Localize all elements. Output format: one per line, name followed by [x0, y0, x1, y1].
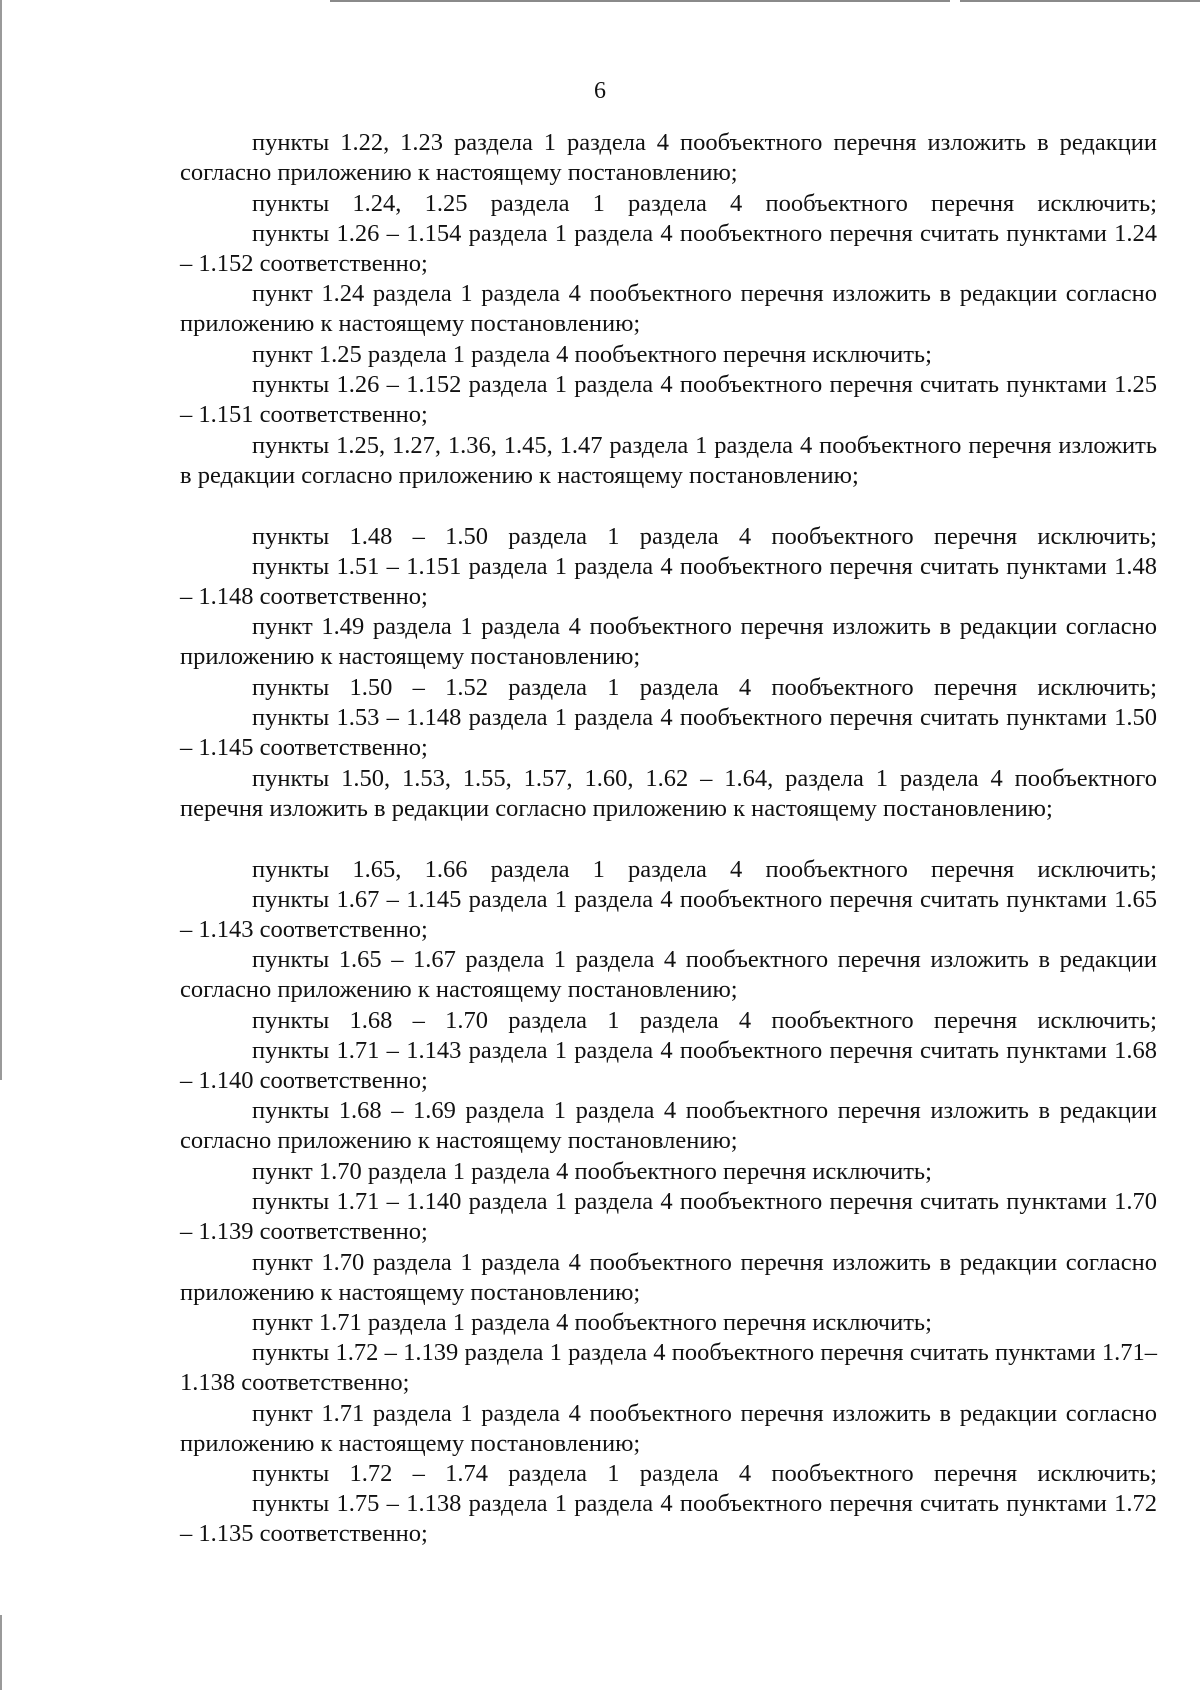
- scan-edge-line: [330, 0, 950, 2]
- paragraph: пункты 1.48 – 1.50 раздела 1 раздела 4 пообъектного перечня исключить;: [252, 523, 1157, 550]
- paragraph: пункт 1.71 раздела 1 раздела 4 пообъектного перечня исключить;: [252, 1309, 932, 1336]
- paragraph: пункты 1.71 – 1.140 раздела 1 раздела 4 пообъектного перечня считать пунктами 1.70 – 1.139 соответственно;: [180, 1188, 1157, 1246]
- paragraph: пункт 1.70 раздела 1 раздела 4 пообъектного перечня изложить в редакции согласно приложению к настоящему постановлению;: [180, 1249, 1157, 1307]
- scan-edge-line: [0, 0, 2, 1080]
- paragraph: пункты 1.68 – 1.69 раздела 1 раздела 4 пообъектного перечня изложить в редакции согласно приложению к настоящему постановлению;: [180, 1097, 1157, 1155]
- scan-edge-line: [0, 1615, 2, 1690]
- paragraph: пункт 1.24 раздела 1 раздела 4 пообъектного перечня изложить в редакции согласно приложению к настоящему постановлению;: [180, 280, 1157, 338]
- paragraph: пункты 1.51 – 1.151 раздела 1 раздела 4 пообъектного перечня считать пунктами 1.48 – 1.148 соответственно;: [180, 553, 1157, 611]
- paragraph: пункты 1.26 – 1.152 раздела 1 раздела 4 пообъектного перечня считать пунктами 1.25 – 1.151 соответственно;: [180, 371, 1157, 429]
- paragraph: пункты 1.53 – 1.148 раздела 1 раздела 4 пообъектного перечня считать пунктами 1.50 – 1.145 соответственно;: [180, 704, 1157, 762]
- paragraph: пункт 1.49 раздела 1 раздела 4 пообъектного перечня изложить в редакции согласно приложению к настоящему постановлению;: [180, 613, 1157, 671]
- paragraph: пункт 1.70 раздела 1 раздела 4 пообъектного перечня исключить;: [252, 1158, 932, 1185]
- paragraph: пункты 1.65, 1.66 раздела 1 раздела 4 пообъектного перечня исключить;: [252, 856, 1157, 883]
- page-number: 6: [594, 78, 606, 104]
- paragraph: пункты 1.67 – 1.145 раздела 1 раздела 4 пообъектного перечня считать пунктами 1.65 – 1.143 соответственно;: [180, 886, 1157, 944]
- paragraph: пункт 1.71 раздела 1 раздела 4 пообъектного перечня изложить в редакции согласно приложению к настоящему постановлению;: [180, 1400, 1157, 1458]
- scan-edge-line: [960, 0, 1200, 2]
- paragraph: пункт 1.25 раздела 1 раздела 4 пообъектного перечня исключить;: [252, 341, 932, 368]
- paragraph: пункты 1.50 – 1.52 раздела 1 раздела 4 пообъектного перечня исключить;: [252, 674, 1157, 701]
- paragraph: пункты 1.22, 1.23 раздела 1 раздела 4 пообъектного перечня изложить в редакции согласно приложению к настоящему постановлению;: [180, 129, 1157, 187]
- paragraph: пункты 1.26 – 1.154 раздела 1 раздела 4 пообъектного перечня считать пунктами 1.24 – 1.152 соответственно;: [180, 220, 1157, 278]
- paragraph: пункты 1.75 – 1.138 раздела 1 раздела 4 пообъектного перечня считать пунктами 1.72 – 1.135 соответственно;: [180, 1490, 1157, 1548]
- paragraph: пункты 1.50, 1.53, 1.55, 1.57, 1.60, 1.62 – 1.64, раздела 1 раздела 4 пообъектного перечня изложить в редакции согласно приложению к настоящему постановлению;: [180, 765, 1157, 823]
- paragraph: пункты 1.65 – 1.67 раздела 1 раздела 4 пообъектного перечня изложить в редакции согласно приложению к настоящему постановлению;: [180, 946, 1157, 1004]
- paragraph: пункты 1.25, 1.27, 1.36, 1.45, 1.47 раздела 1 раздела 4 пообъектного перечня изложить в редакции согласно приложению к настоящему постановлению;: [180, 432, 1157, 490]
- paragraph: пункты 1.68 – 1.70 раздела 1 раздела 4 пообъектного перечня исключить;: [252, 1007, 1157, 1034]
- paragraph: пункты 1.24, 1.25 раздела 1 раздела 4 пообъектного перечня исключить;: [252, 190, 1157, 217]
- paragraph: пункты 1.72 – 1.74 раздела 1 раздела 4 пообъектного перечня исключить;: [252, 1460, 1157, 1487]
- paragraph: пункты 1.71 – 1.143 раздела 1 раздела 4 пообъектного перечня считать пунктами 1.68 – 1.140 соответственно;: [180, 1037, 1157, 1095]
- paragraph: пункты 1.72 – 1.139 раздела 1 раздела 4 пообъектного перечня считать пунктами 1.71– 1.138 соответственно;: [180, 1339, 1157, 1397]
